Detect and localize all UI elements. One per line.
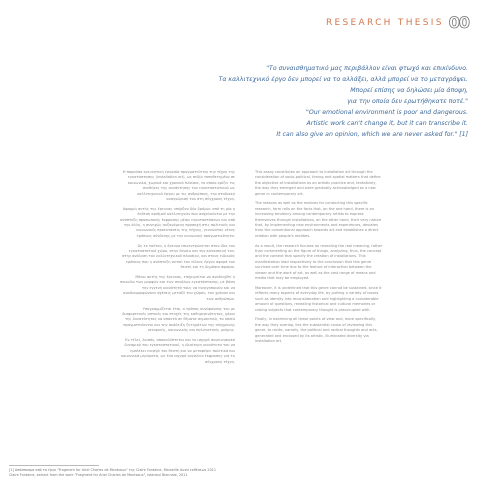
greek-paragraph: Εν τέλει, λοιπόν, αποκαλύπτεται και το ισχυρό συγκινησιακό δυναμικό του εγκαταστατικού, η ιδιαίτερη ικανότητα του να εμπλέκει ενεργά τον θεατή και να μεταφέρει πολιτικά και κοινωνικά μηνύματα, ως ένα ισχυρό εργαλείο έκφρασης για τη σύγχρονη τέχνη. — [120, 337, 235, 364]
footnote-line: Claire Fontaine, extract from the work "Fragment for Ariel Charles de Montsaux", Istanbul Biennale, 2011 — [9, 472, 188, 477]
epigraph-line: Μπορεί επίσης να δηλώσει μία άποψη, — [350, 87, 468, 94]
epigraph-line: Artistic work can't change it, but it can transcribe it. — [306, 120, 468, 127]
greek-paragraph: Αφορμή αυτής της έρευνας υπήρξαν δύο δρόμοι: από τη μία η έκθεση αριθμού καλλιτεχνών που ασχολούνται με την ανάπτυξη προσωπικής έκφρασης μέσω εγκαταστάσεων και από την άλλη, η συνεχώς αυξανόμενη προσοχή στις πολιτικές και κοινωνικές προεκτάσεις της τέχνης, γεννώντας νέους τρόπους σύνδεσης με την κοινωνική πραγματικότητα. — [120, 206, 235, 238]
epigraph-line: "Our emotional environment is poor and dangerous. — [306, 109, 468, 116]
english-paragraph: The reasons as well as the motives for conducting this specific research, form rolls on the facts that, on the one hand, there is an increasing tendency among contemporary artists to express themselves through installations, on the other hand, their very nature that, by implementing new environments and experiences, deviates from the conventional approach towards art and establishes a direct relation with people's realities. — [255, 201, 382, 238]
footnote — [9, 465, 429, 477]
page-number: 00 — [448, 13, 469, 32]
greek-abstract-column — [120, 170, 235, 369]
greek-paragraph: Η παρούσα ερευνητική εργασία πραγματεύεται την τέχνη της εγκατάστασης (installation art), ως πεδίο τοποθετημένο σε κοινωνικά, χωρικά και χρονικά πλαίσια, το οποίο ορίζει τις συνθήκες της συνάντησης του εγκαταστατικού ως καλλιτεχνικού έργου με τις ανθρώπους, την σταδιακή αναγνώρισή του στη σύγχρονη τέχνη. — [122, 170, 235, 202]
greek-paragraph: Μέσω αυτής της έρευνας, επιχειρείται να αναδειχθεί η ποικιλία των μορφών και των συνόλων εγκατάστασης, με βάση την εγγενή ικανότητά τους να ενεργοποιούν και να αναδιαμορφώνουν σχέσεις μεταξύ του χώρου, του χρόνου και των ανθρώπων. — [120, 275, 235, 301]
section-title: RESEARCH THESIS — [325, 18, 444, 28]
english-paragraph: Moreover, it is underlined that this genre cannot be sustained, since it reflects many aspects of everyday life, by putting a variety of issues such as identity into reconsideration and highlighting a considerable amount of questions, revealing historical and cultural memories or raising subjects that contemporary thought is preoccupied with. — [255, 285, 382, 312]
footnote-line: [1] Απόσπασμα από το έργο "Fragment for Ariel Charles de Montsaux" της Claire Fontaine, Marseille Aussi εκθέσεων 2011 — [9, 468, 217, 472]
epigraph-line: Τα καλλιτεχνικό έργο δεν μπορεί να το αλλάξει, αλλά μπορεί να το μεταγράψει. — [218, 76, 468, 83]
epigraph-line: για την οποία δεν ερωτήθηκατε ποτέ." — [347, 98, 468, 105]
epigraph-line: "Το συναισθηματικό μας περιβάλλον είναι φτωχό και επικίνδυνο. — [266, 65, 468, 72]
footnote-divider — [9, 465, 99, 466]
english-paragraph: This essay constitutes an approach to installation art through the consideration of socio-political, timing and spatial matters that define the objective of installations as an artistic practice and, tentatively, the way they emerged and were gradually acknowledged as a new genre in contemporary art. — [255, 170, 381, 196]
epigraph-line: It can also give an opinion, which we are never asked for." [1] — [276, 131, 468, 138]
greek-paragraph: Υπογραμμίζεται έτσι, ο τρόπος συνύφανσης του με διαφορετικές οπτικές και πτυχές της καθημερινότητας, χάριν της δυνατότητας να απαντά σε θέματα σημαντικά, τα οποία πραγματεύονται και την ανάδειξη ζητημάτων της σύγχρονης ιστορικής, κοινωνικής και πολιτιστικής μνήμης. — [122, 306, 235, 333]
english-paragraph: As a result, the research focuses on revealing the real meaning, rather than commenting on the figure of things, analyzing, thus, the concept and the context that specify the creation of installations. This manifestation lead respectively to the conclusion that this genre survived over time due to the feature of interaction between the viewer and the work of art, as well as the vast range of means and media that may be employed. — [255, 243, 383, 281]
english-paragraph: Finally, in examining all these points of view and, more specifically, the way they overlap, lies the substantial cause of reviewing this genre, to recite, namely, the political and radical thoughts and acts, generated and enclosed by its artistic, illuminated diversity via installation art. — [255, 317, 378, 343]
running-header — [326, 13, 469, 33]
english-abstract-column — [255, 170, 383, 349]
greek-paragraph: Ως εκ τούτου, η έρευνα επικεντρώνεται στον ίδιο τον εγκαταστατικό χώρο, στην έννοια και την κατασκευή του, στην ανάλυση του καλλιτεχνικού πλαισίου, και στους ειδικούς τρόπους που η ανάπτυξη αυτού του είδους έργου αφορά τον θεατή και τη δημόσια σφαίρα. — [122, 243, 235, 270]
epigraph-quote — [148, 63, 468, 140]
